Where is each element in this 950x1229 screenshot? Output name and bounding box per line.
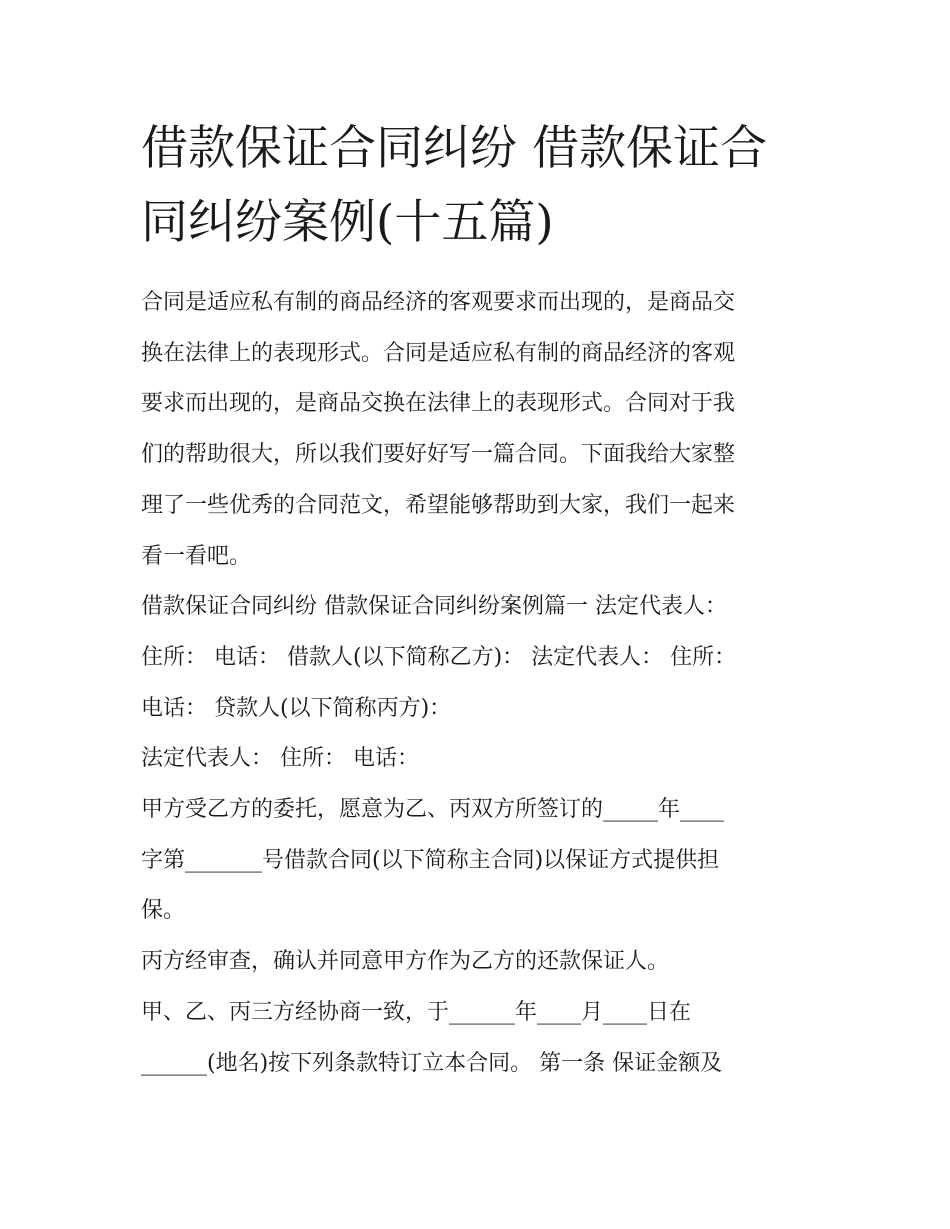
document-body bbox=[141, 278, 816, 1089]
body-line: 法定代表人： 住所： 电话： bbox=[141, 746, 419, 772]
body-line: 甲、乙、丙三方经协商一致，于______年____月____日在 bbox=[141, 999, 692, 1025]
body-line: 字第_______号借款合同(以下简称主合同)以保证方式提供担 bbox=[141, 847, 720, 873]
title-line: 同纠纷案例(十五篇) bbox=[141, 195, 554, 250]
body-line: 住所： 电话： 借款人(以下简称乙方)： 法定代表人： 住所： bbox=[141, 644, 737, 670]
body-line: 保。 bbox=[141, 898, 186, 924]
body-line: 们的帮助很大，所以我们要好好写一篇合同。下面我给大家整 bbox=[141, 442, 736, 468]
document-title bbox=[141, 112, 816, 260]
body-line: 要求而出现的，是商品交换在法律上的表现形式。合同对于我 bbox=[141, 391, 736, 417]
body-line: 甲方受乙方的委托，愿意为乙、丙双方所签订的_____年____ bbox=[141, 797, 725, 823]
body-line: 换在法律上的表现形式。合同是适应私有制的商品经济的客观 bbox=[141, 340, 736, 366]
body-line: 理了一些优秀的合同范文，希望能够帮助到大家，我们一起来 bbox=[141, 492, 736, 518]
body-line: 合同是适应私有制的商品经济的客观要求而出现的，是商品交 bbox=[141, 290, 736, 315]
title-line: 借款保证合同纠纷 借款保证合 bbox=[141, 121, 767, 176]
body-line: 丙方经审查，确认并同意甲方作为乙方的还款保证人。 bbox=[141, 949, 670, 975]
body-line: ______(地名)按下列条款特订立本合同。 第一条 保证金额及 bbox=[141, 1050, 723, 1076]
body-line: 借款保证合同纠纷 借款保证合同纠纷案例篇一 法定代表人： bbox=[141, 594, 727, 620]
body-line: 电话： 贷款人(以下简称丙方)： bbox=[141, 695, 452, 721]
body-line: 看一看吧。 bbox=[141, 543, 252, 569]
document-page bbox=[141, 112, 816, 1089]
